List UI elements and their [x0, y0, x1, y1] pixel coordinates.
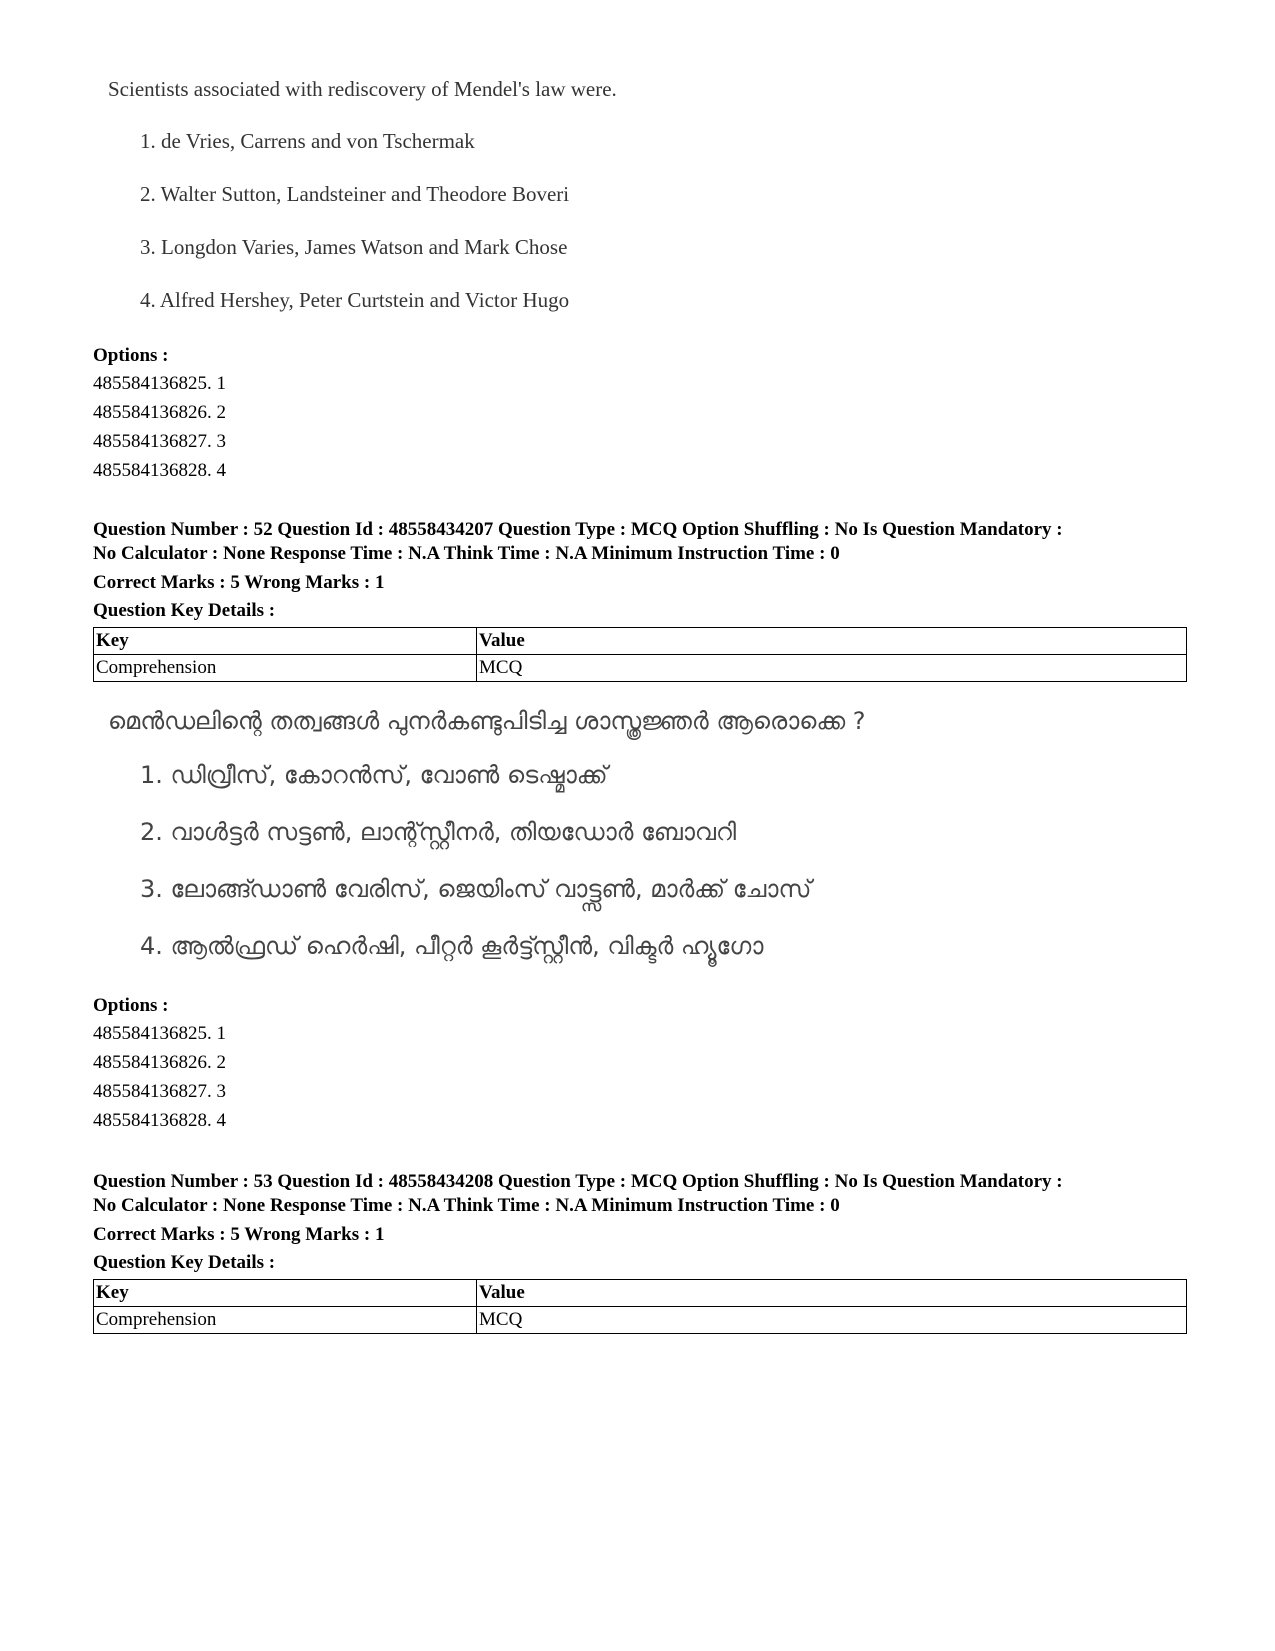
question-option-1: 1. de Vries, Carrens and von Tschermak	[140, 129, 475, 153]
question-meta-line: No Calculator : None Response Time : N.A Think Time : N.A Minimum Instruction Time : 0	[93, 1195, 840, 1216]
table-row	[94, 1307, 1187, 1334]
options-list	[93, 993, 226, 1135]
question-51-image	[108, 76, 617, 313]
question-53-meta	[93, 1170, 1193, 1275]
question-meta-line: Question Number : 53 Question Id : 48558434208 Question Type : MCQ Option Shuffling : No Is Question Mandatory :	[93, 1171, 1063, 1192]
option-id: 485584136827. 3	[93, 1081, 226, 1102]
question-meta-line: Question Number : 52 Question Id : 48558434207 Question Type : MCQ Option Shuffling : No Is Question Mandatory :	[93, 519, 1063, 540]
question-option-3: 3. Longdon Varies, James Watson and Mark Chose	[140, 235, 568, 259]
option-id: 485584136828. 4	[93, 460, 226, 481]
question-key-details-label: Question Key Details :	[93, 1252, 276, 1273]
question-52-meta	[93, 518, 1193, 623]
options-label: Options :	[93, 345, 169, 366]
question-stem: Scientists associated with rediscovery of Mendel's law were.	[108, 77, 617, 101]
question-option-4: 4. ആൽഫ്രഡ് ഹെർഷി, പീറ്റർ കൂർട്ട്സ്റ്റീൻ, വിക്ടർ ഹ്യൂഗോ	[140, 932, 764, 960]
option-id: 485584136825. 1	[93, 373, 226, 394]
question-option-2: 2. വാൾട്ടർ സട്ടൺ, ലാന്റ്സ്റ്റീനർ, തിയഡോർ ബോവറി	[140, 818, 737, 846]
question-marks: Correct Marks : 5 Wrong Marks : 1	[93, 1224, 385, 1245]
table-header-row	[94, 1280, 1187, 1307]
option-id: 485584136828. 4	[93, 1110, 226, 1131]
options-list	[93, 343, 226, 485]
question-key-table	[93, 1279, 1187, 1334]
option-id: 485584136826. 2	[93, 1052, 226, 1073]
table-cell-value: MCQ	[477, 1307, 1187, 1334]
table-row	[94, 655, 1187, 682]
table-cell-key: Comprehension	[94, 1307, 477, 1334]
table-header-key: Key	[94, 628, 477, 655]
question-52-image	[108, 708, 865, 959]
option-id: 485584136825. 1	[93, 1023, 226, 1044]
question-marks: Correct Marks : 5 Wrong Marks : 1	[93, 572, 385, 593]
question-option-3: 3. ലോങ്ങ്ഡാൺ വേരിസ്, ജെയിംസ് വാട്ട്സൺ, മാർക്ക് ചോസ്	[140, 875, 812, 903]
table-header-row	[94, 628, 1187, 655]
question-option-4: 4. Alfred Hershey, Peter Curtstein and Victor Hugo	[140, 288, 570, 312]
table-cell-value: MCQ	[477, 655, 1187, 682]
option-id: 485584136826. 2	[93, 402, 226, 423]
question-meta-line: No Calculator : None Response Time : N.A Think Time : N.A Minimum Instruction Time : 0	[93, 543, 840, 564]
option-id: 485584136827. 3	[93, 431, 226, 452]
options-label: Options :	[93, 995, 169, 1016]
table-header-key: Key	[94, 1280, 477, 1307]
question-key-details-label: Question Key Details :	[93, 600, 276, 621]
question-option-1: 1. ഡിവ്രീസ്, കോറൻസ്, വോൺ ടെഷ്മാക്ക്	[140, 761, 608, 789]
question-key-table	[93, 627, 1187, 682]
table-header-value: Value	[477, 628, 1187, 655]
table-header-value: Value	[477, 1280, 1187, 1307]
question-option-2: 2. Walter Sutton, Landsteiner and Theodore Boveri	[140, 182, 570, 206]
table-cell-key: Comprehension	[94, 655, 477, 682]
question-stem: മെൻഡലിന്റെ തത്വങ്ങൾ പുനർകണ്ടുപിടിച്ച ശാസ്ത്രജ്ഞർ ആരൊക്കെ ?	[108, 707, 866, 735]
